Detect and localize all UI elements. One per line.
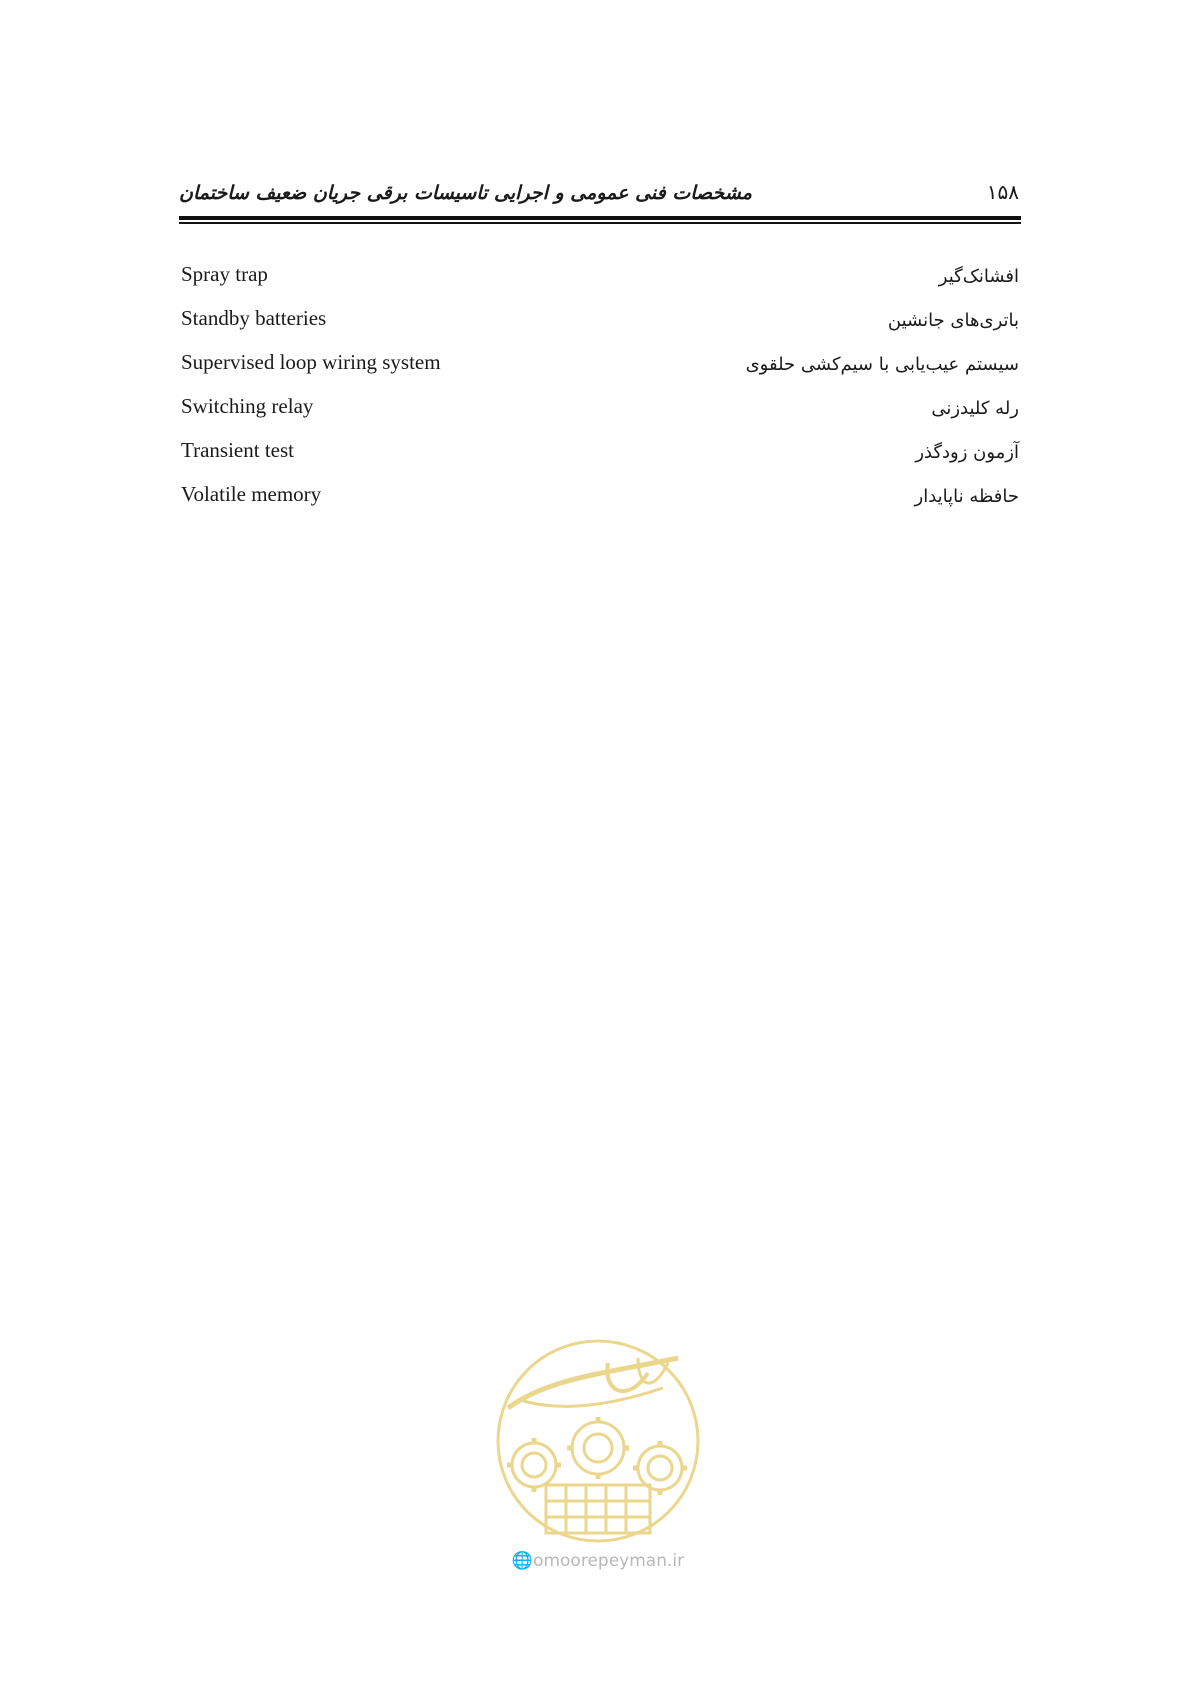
glossary-list: [181, 262, 1019, 526]
glossary-term-persian: افشانک‌گیر: [938, 266, 1019, 287]
glossary-term-english: Supervised loop wiring system: [181, 350, 441, 374]
glossary-row: [181, 306, 1019, 350]
glossary-term-persian: باتری‌های جانشین: [887, 310, 1019, 331]
header-title: مشخصات فنی عمومی و اجرایی تاسیسات برقی جریان ضعیف ساختمان: [179, 182, 752, 204]
glossary-term-english: Switching relay: [181, 394, 314, 418]
glossary-term-persian: حافظه ناپایدار: [914, 486, 1019, 507]
watermark-logo-icon: [488, 1333, 708, 1548]
watermark-url: [488, 1551, 708, 1571]
running-header: [179, 176, 1021, 216]
watermark: [488, 1333, 708, 1583]
globe-icon: 🌐: [511, 1551, 534, 1571]
glossary-row: [181, 438, 1019, 482]
glossary-term-persian: رله کلیدزنی: [931, 398, 1019, 419]
glossary-row: [181, 262, 1019, 306]
glossary-term-english: Standby batteries: [181, 306, 327, 330]
glossary-term-english: Volatile memory: [181, 482, 322, 506]
glossary-term-persian: سیستم عیب‌یابی با سیم‌کشی حلقوی: [745, 354, 1019, 375]
glossary-term-persian: آزمون زودگذر: [915, 442, 1019, 463]
page-number: ۱۵۸: [986, 180, 1019, 204]
glossary-term-english: Spray trap: [181, 262, 268, 286]
header-rule-thick: [179, 216, 1021, 220]
glossary-row: [181, 350, 1019, 394]
watermark-url-text: omoorepeyman.ir: [533, 1551, 685, 1571]
glossary-row: [181, 482, 1019, 526]
header-rule-thin: [179, 222, 1021, 224]
glossary-term-english: Transient test: [181, 438, 294, 462]
glossary-row: [181, 394, 1019, 438]
